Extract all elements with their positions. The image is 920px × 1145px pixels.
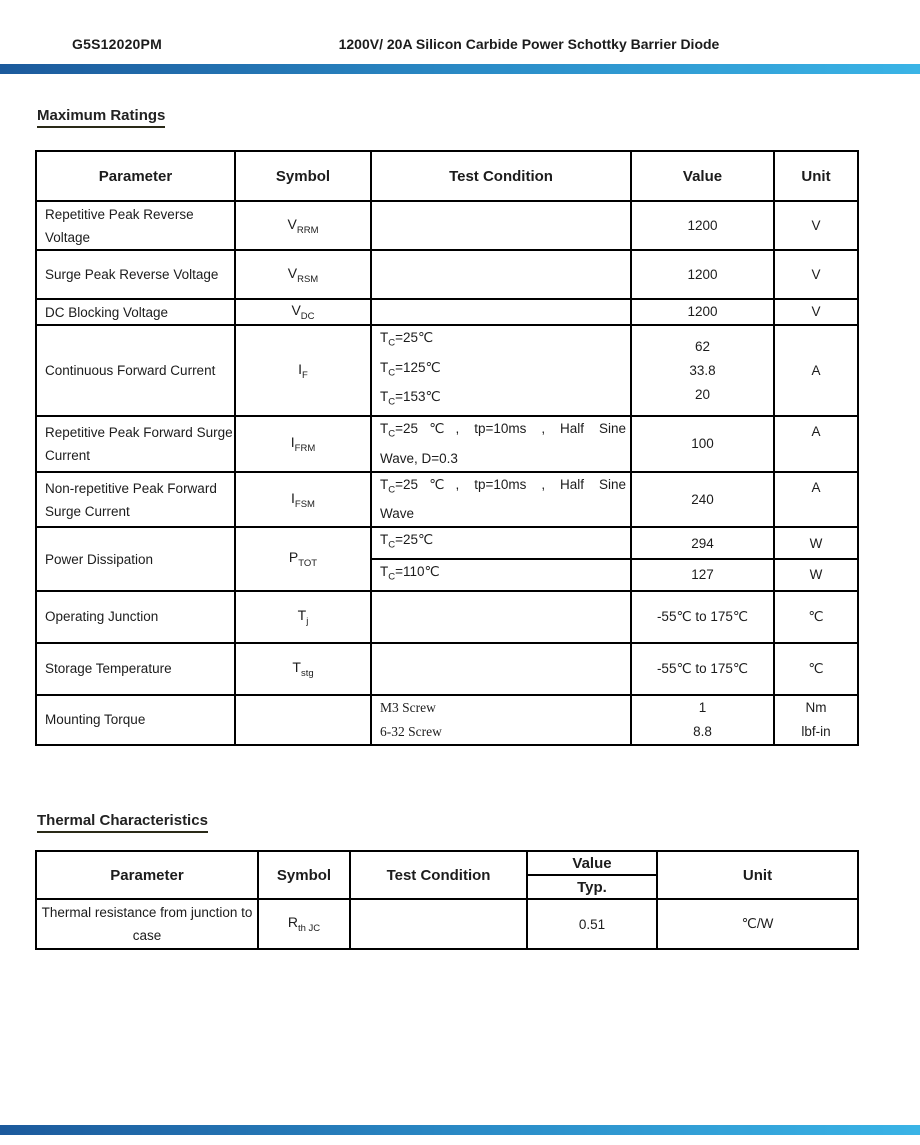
parameter-cell: DC Blocking Voltage [36, 299, 235, 325]
value-cell [631, 250, 774, 299]
unit-cell [774, 695, 858, 745]
unit-line: V [811, 304, 821, 319]
condition-line [380, 528, 626, 558]
symbol-cell [235, 201, 371, 250]
symbol-cell [235, 299, 371, 325]
condition-line: 6-32 Screw [380, 723, 442, 739]
document-header [72, 36, 862, 52]
footer-accent-bar [0, 1125, 920, 1135]
condition-text: =25℃ [395, 532, 434, 548]
parameter-cell: Operating Junction [36, 591, 235, 643]
parameter-cell: Mounting Torque [36, 695, 235, 745]
unit-cell [774, 643, 858, 695]
unit-line: A [811, 424, 821, 440]
condition-subscript: C [388, 397, 396, 409]
column-header-parameter: Parameter [36, 851, 258, 899]
table-row [36, 201, 858, 250]
unit-cell: ℃/W [657, 899, 858, 949]
value-cell [631, 472, 774, 528]
unit-cell: W [774, 527, 858, 559]
value-cell [631, 695, 774, 745]
symbol-base: I [298, 360, 303, 377]
column-header-test-condition: Test Condition [350, 851, 527, 899]
value-line: 8.8 [693, 723, 712, 739]
table-row [36, 250, 858, 299]
value-cell: 294 [631, 527, 774, 559]
unit-cell [774, 591, 858, 643]
table-row [36, 643, 858, 695]
condition-line [380, 385, 626, 415]
unit-line: ℃ [808, 608, 824, 624]
condition-line: M3 Screw [380, 699, 436, 715]
symbol-base: V [287, 264, 298, 281]
column-header-unit: Unit [657, 851, 858, 899]
parameter-cell: Power Dissipation [36, 527, 235, 590]
test-condition-cell [371, 695, 631, 745]
symbol-cell [235, 250, 371, 299]
symbol-subscript: F [302, 369, 308, 381]
parameter-cell: Non-repetitive Peak Forward Surge Current [36, 472, 235, 528]
condition-text: =25℃, tp=10ms , Half Sine [395, 421, 626, 437]
condition-text: =25℃ [395, 330, 434, 345]
symbol-cell [258, 899, 350, 949]
condition-text: T [380, 389, 389, 405]
column-header-value: Value [631, 151, 774, 201]
table-row [36, 527, 858, 559]
symbol-base: V [291, 302, 301, 319]
section-heading-maximum-ratings [37, 107, 165, 124]
symbol-cell [235, 695, 371, 745]
test-condition-cell [371, 201, 631, 250]
condition-subscript: C [388, 367, 396, 379]
test-condition-cell [371, 643, 631, 695]
value-line: 62 [694, 338, 711, 354]
value-line: -55℃ to 175℃ [656, 608, 749, 624]
symbol-subscript: th JC [297, 922, 321, 934]
condition-text: =110℃ [395, 564, 440, 580]
symbol-cell [235, 472, 371, 528]
unit-cell [774, 201, 858, 250]
table-header-row [36, 151, 858, 201]
value-line: 100 [691, 435, 714, 451]
condition-text: =153℃ [395, 389, 441, 405]
value-line: 1 [698, 699, 707, 715]
value-cell [631, 591, 774, 643]
unit-line: lbf-in [801, 723, 831, 739]
unit-cell: W [774, 559, 858, 591]
section-heading-thermal-characteristics [37, 812, 208, 829]
unit-cell [774, 416, 858, 472]
condition-line [380, 417, 626, 447]
unit-cell [774, 472, 858, 528]
value-cell [631, 416, 774, 472]
symbol-base: I [290, 434, 295, 450]
test-condition-cell [371, 299, 631, 325]
value-line: 33.8 [689, 362, 716, 378]
symbol-subscript: RRM [296, 224, 319, 236]
unit-cell [774, 250, 858, 299]
maximum-ratings-heading-text: Maximum Ratings [37, 107, 165, 128]
maximum-ratings-table [35, 150, 859, 746]
test-condition-cell [350, 899, 527, 949]
condition-text: =25℃, tp=10ms , Half Sine [395, 476, 626, 492]
condition-text: T [380, 532, 389, 548]
symbol-base: V [287, 215, 297, 232]
value-line: 1200 [687, 217, 718, 233]
condition-subscript: C [388, 571, 396, 583]
typ-value-cell: 0.51 [527, 899, 657, 949]
value-line: -55℃ to 175℃ [656, 660, 749, 676]
value-cell [631, 643, 774, 695]
unit-line: V [811, 217, 821, 233]
document-title: 1200V/ 20A Silicon Carbide Power Schottky Barrier Diode [338, 36, 720, 52]
table-header-row [36, 851, 858, 875]
parameter-cell: Surge Peak Reverse Voltage [36, 250, 235, 299]
condition-text: T [380, 564, 389, 580]
table-row [36, 325, 858, 416]
parameter-cell: Continuous Forward Current [36, 325, 235, 416]
thermal-characteristics-table [35, 850, 859, 950]
condition-text: =125℃ [395, 359, 441, 375]
condition-line: Wave [380, 506, 415, 522]
condition-line [380, 560, 626, 590]
symbol-subscript: TOT [298, 558, 318, 570]
test-condition-cell [371, 472, 631, 528]
value-cell [631, 299, 774, 325]
value-line: 20 [694, 386, 711, 402]
parameter-cell: Thermal resistance from junction to case [36, 899, 258, 949]
symbol-cell [235, 325, 371, 416]
condition-subscript: C [388, 428, 396, 440]
symbol-subscript: FRM [294, 442, 316, 454]
unit-line: A [811, 362, 821, 378]
condition-text: T [380, 359, 389, 375]
column-header-unit: Unit [774, 151, 858, 201]
value-cell [631, 325, 774, 416]
test-condition-cell [371, 250, 631, 299]
unit-line: ℃ [808, 660, 824, 676]
parameter-cell: Storage Temperature [36, 643, 235, 695]
condition-line [380, 326, 626, 356]
unit-line: V [811, 266, 821, 282]
test-condition-cell [371, 416, 631, 472]
table-row [36, 299, 858, 325]
unit-line: Nm [805, 699, 827, 715]
condition-text: T [380, 330, 389, 345]
column-header-symbol: Symbol [258, 851, 350, 899]
parameter-cell: Repetitive Peak Reverse Voltage [36, 201, 235, 250]
table-row [36, 591, 858, 643]
symbol-subscript: FSM [294, 498, 315, 510]
symbol-base: T [297, 606, 307, 623]
symbol-base: T [292, 658, 301, 675]
column-header-typ: Typ. [527, 875, 657, 899]
table-row [36, 472, 858, 528]
condition-line [380, 473, 626, 503]
symbol-base: I [291, 489, 295, 506]
symbol-subscript: stg [300, 667, 314, 679]
column-header-value: Value [527, 851, 657, 875]
table-row [36, 899, 858, 949]
condition-line: Wave, D=0.3 [380, 450, 458, 466]
value-line: 240 [691, 491, 714, 507]
unit-line: A [811, 479, 821, 495]
table-row [36, 695, 858, 745]
column-header-test-condition: Test Condition [371, 151, 631, 201]
table-row [36, 416, 858, 472]
test-condition-cell [371, 591, 631, 643]
condition-text: T [380, 421, 389, 437]
symbol-cell [235, 527, 371, 590]
symbol-cell [235, 643, 371, 695]
test-condition-cell [371, 559, 631, 591]
unit-cell [774, 325, 858, 416]
symbol-base: P [288, 549, 299, 566]
condition-subscript: C [388, 540, 396, 552]
symbol-subscript: DC [300, 310, 315, 322]
symbol-base: R [287, 914, 298, 931]
condition-line [380, 356, 626, 386]
header-accent-bar [0, 64, 920, 74]
condition-text: T [380, 476, 389, 492]
value-cell: 127 [631, 559, 774, 591]
test-condition-cell [371, 325, 631, 416]
condition-subscript: C [388, 484, 396, 496]
column-header-parameter: Parameter [36, 151, 235, 201]
column-header-symbol: Symbol [235, 151, 371, 201]
value-line: 1200 [687, 266, 718, 282]
value-line: 1200 [687, 304, 718, 319]
unit-cell [774, 299, 858, 325]
symbol-cell [235, 416, 371, 472]
parameter-cell: Repetitive Peak Forward Surge Current [36, 416, 235, 472]
value-cell [631, 201, 774, 250]
condition-subscript: C [388, 337, 396, 349]
thermal-heading-text: Thermal Characteristics [37, 812, 208, 833]
part-number: G5S12020PM [72, 36, 162, 52]
symbol-subscript: j [306, 615, 309, 627]
test-condition-cell [371, 527, 631, 559]
symbol-subscript: RSM [297, 273, 319, 285]
symbol-cell [235, 591, 371, 643]
